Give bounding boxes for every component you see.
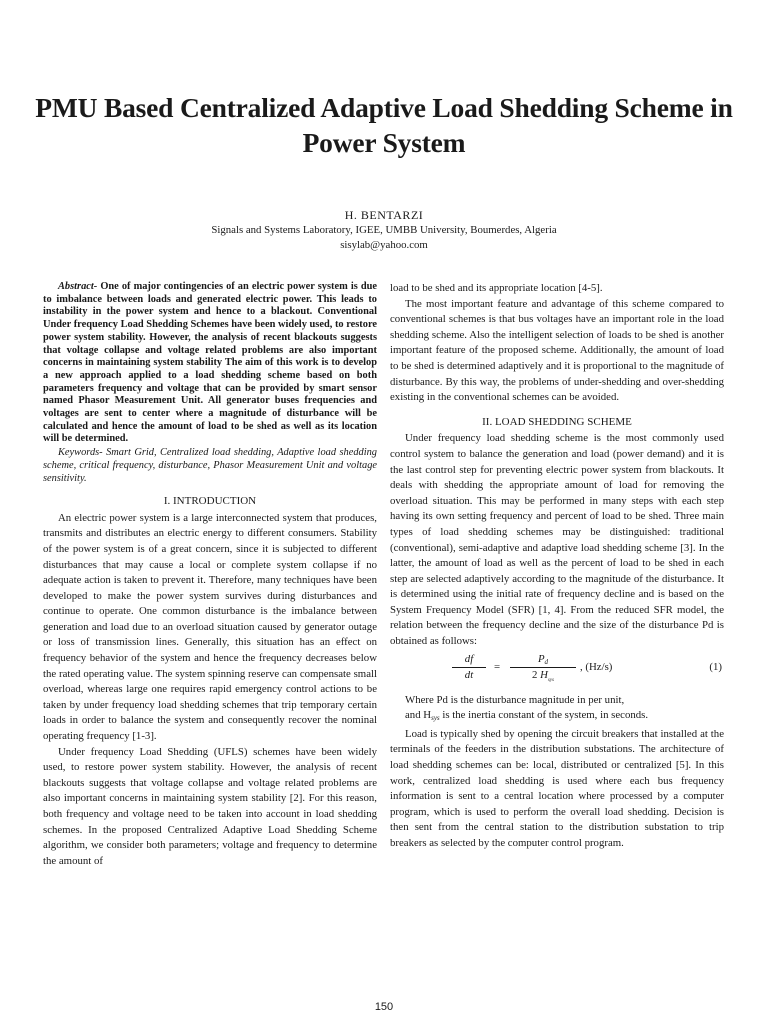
equation-1 [390, 652, 724, 685]
intro-paragraph-3: The most important feature and advantage of this scheme compared to conventional schemes is that bus voltages have an important role in the load shedding scheme. Also the intelligent selection of loads to be shed is another important feature of the proposed scheme. Additionally, the amount of load to be shed is determined adaptively and it is proportional to the magnitude of disturbance. By this way, the problems of under-shedding and over-shedding existing in the conventional schemes can be avoided. [390, 297, 724, 404]
abstract [43, 281, 377, 446]
equation-h-subscript: sys [547, 677, 555, 683]
equation-fraction-dfdt [452, 652, 486, 683]
equation-denominator-2h [510, 668, 576, 683]
equation-p-subscript: d [544, 657, 549, 666]
keywords-label: Keywords- [58, 447, 103, 459]
where-line-2-pre: and H [405, 709, 432, 722]
author-name: H. BENTARZI [344, 208, 424, 222]
equation-units: , (Hz/s) [580, 660, 613, 673]
keywords-text: Smart Grid, Centralized load shedding, Adaptive load shedding scheme, critical frequency, disturbance, Phasor Measurement Unit and voltage sensitivity. [43, 447, 377, 485]
page-number: 150 [374, 1001, 394, 1013]
equation-fraction-pd [510, 652, 576, 683]
left-column [43, 281, 377, 869]
where-line-2-subscript: sys [431, 714, 440, 723]
equation-h: H [540, 668, 548, 681]
author-affiliation: Signals and Systems Laboratory, IGEE, UMBB University, Boumerdes, Algeria [211, 224, 557, 236]
keywords [43, 446, 377, 485]
abstract-text: One of major contingencies of an electric power system is due to imbalance between loads and generated electric power. This leads to instability in the power system and hence to a blackout. Conventional Under frequency Load Shedding Schemes have been widely used, to restore power system stability. However, the analysis of recent blackouts suggests that voltage collapse and voltage related problems are also important concerns in maintaining system stability The aim of this work is to develop a new approach applied to a load shedding scheme based on both parameters frequency and voltage that can be provided by smart sensor named Phasor Measurement Unit. All generator buses frequencies and voltages are sent to center where a magnitude of disturbance will be calculated and hence the amount of load to be shed as well as its location will be determined. [43, 281, 377, 445]
paper-title: PMU Based Centralized Adaptive Load Shedding Scheme in Power System [35, 92, 733, 158]
equation-number: (1) [709, 660, 722, 673]
intro-paragraph-2: Under frequency Load Shedding (UFLS) schemes have been widely used, to restore power system stability. However, the analysis of recent blackouts suggests that voltage collapse and voltage related problems are also important concerns in maintaining system stability [2]. For this reason, both frequency and voltage need to be taken into account in load shedding schemes. In the proposed Centralized Adaptive Load Shedding Scheme algorithm, we consider both parameters; voltage and frequency to determine the amount of [43, 745, 377, 867]
section-heading-introduction: I. INTRODUCTION [163, 495, 257, 508]
load-shedding-paragraph-2: Load is typically shed by opening the circuit breakers that installed at the terminals of the feeders in the distribution substations. The architecture of load shedding schemes can be: local, distributed or centralized [5]. In this work, centralized load shedding is used where each bus frequency information is sent to a central location where processed by a computer program, which is used to perform the overall load shedding. Decision is then sent from the central station to the distribution substation to trip breakers as selected by the computer control program. [390, 727, 724, 849]
equation-numerator-df: df [464, 652, 474, 665]
right-column [390, 281, 724, 852]
where-line-1: Where Pd is the disturbance magnitude in per unit, [405, 693, 625, 706]
equation-numerator-pd [510, 652, 576, 667]
equation-two: 2 [531, 668, 538, 681]
section-heading-load-shedding: II. LOAD SHEDDING SCHEME [482, 415, 632, 428]
intro-paragraph-2-continued: load to be shed and its appropriate location [4-5]. [390, 282, 603, 294]
where-line-2 [390, 708, 724, 727]
equation-equals: = [494, 660, 501, 673]
abstract-label: Abstract- [58, 281, 98, 292]
author-email: sisylab@yahoo.com [340, 239, 428, 251]
equation-denominator-dt: dt [464, 668, 474, 681]
load-shedding-paragraph-1: Under frequency load shedding scheme is the most commonly used control system to balance the generation and load (power demand) and it is the last control step for preventing electric power system from blackouts. It deals with shedding the appropriate amount of load for removing the overload situation. This may be performed in many steps with each step having its own setting frequency and percent of load to be shed. Three main types of load shedding schemes may be distinguished: traditional (conventional), semi-adaptive and adaptive load shedding scheme [3]. In the latter, the amount of load as well as the percent of load to be shed in each step are selected adaptively according to the magnitude of the disturbance. It is determined using the initial rate of frequency decline and is based on the System Frequency Model (SFR) [1, 4]. From the reduced SFR model, the relation between the frequency decline and the size of the disturbance Pd is obtained as follows: [390, 432, 724, 648]
equation-p: P [537, 652, 545, 665]
where-line-2-post: is the inertia constant of the system, in seconds. [439, 709, 649, 722]
intro-paragraph-1: An electric power system is a large interconnected system that produces, transmits and distributes an electric energy to different consumers. Stability of the power system is of a great concern, since it is subjected to different disturbances that may cause a local or complete system collapse if no adequate action is taken to prevent it. Therefore, many techniques have been developed to make the power system survives during disturbances and continue to operate. One common disturbance is the imbalance between generation and load due to an overload situation caused by generator outage or loss of transmission lines. Generally, this situation has an effect on frequency behavior of the system and hence the frequency decreases below the rated operating value. The system spinning reserve can compensate small overload, whereas large one requires rapid emergency control actions to be taken by under frequency load shedding schemes that trip temporary certain loads in order to balance the system and consequently recover the nominal operating frequency [1-3]. [43, 511, 377, 743]
